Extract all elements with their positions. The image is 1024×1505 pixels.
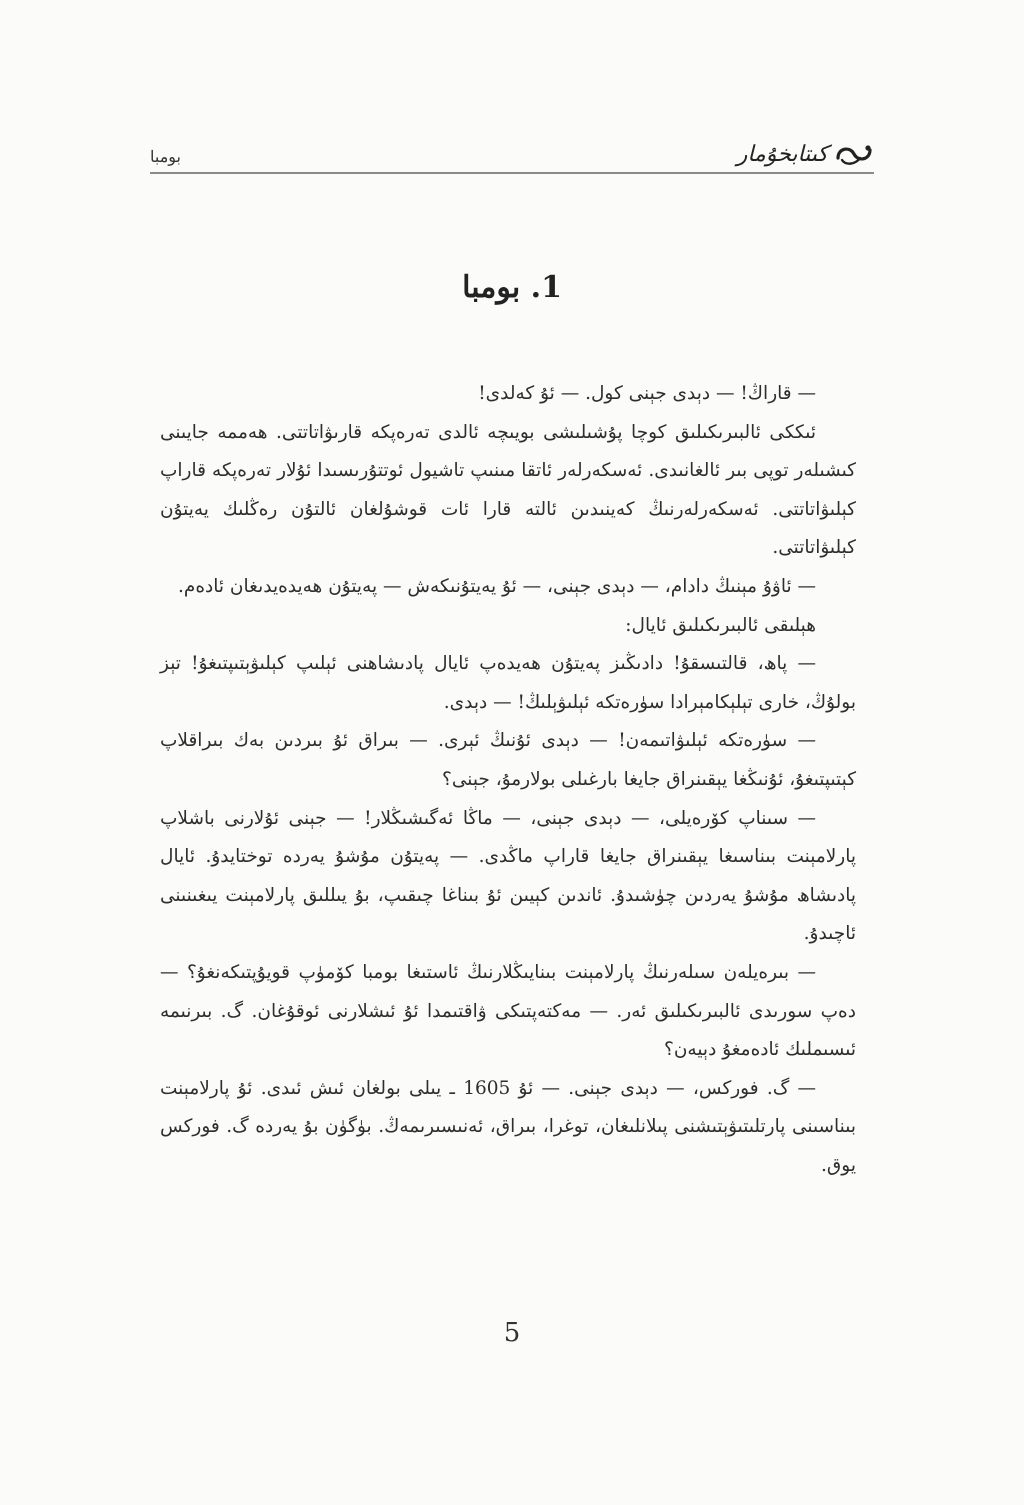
page-header: [150, 120, 874, 174]
paragraph: ھېلىقى ئالبىرىكىلىق ئايال:: [625, 614, 816, 636]
paragraph: — سۈرەتكە ئېلىۋاتىمەن! — دېدى ئۇنىڭ ئېرى. — بىراق ئۇ بىردىن بەك بىراقلاپ كېتىپتىغۇ، ئۇنىڭغا يېقىنراق جايغا بارغىلى بولارمۇ، جېنى؟: [160, 730, 856, 790]
paragraph: — گ. فوركس، — دېدى جېنى. — ئۇ 1605 ـ يىلى بولغان ئىش ئىدى. ئۇ پارلامېنت بىناسىنى پارتلىتىۋېتىشنى پىلانلىغان، توغرا، بىراق، ئەنىسىرىمەڭ. بۈگۈن بۇ يەردە گ. فوركس يوق.: [160, 1077, 856, 1176]
paragraph: — سىناپ كۆرەيلى، — دېدى جېنى، — ماڭا ئەگىشىڭلار! — جېنى ئۇلارنى باشلاپ پارلامېنت بىناسىغا يېقىنراق جايغا قاراپ ماڭدى. — پەيتۇن مۇشۇ يەردە توختايدۇ. ئايال پادىشاھ مۇشۇ يەردىن چۈشىدۇ. ئاندىن كېيىن ئۇ بىناغا چىقىپ، بۇ يىللىق پارلامېنت يىغىنىنى ئاچىدۇ.: [160, 807, 856, 945]
page-number: 5: [503, 1318, 521, 1348]
paragraph: — ئاۋۇ مېنىڭ دادام، — دېدى جېنى، — ئۇ يەيتۇنىكەش — پەيتۇن ھەيدەيدىغان ئادەم.: [178, 575, 816, 597]
running-title: بومبا: [150, 147, 181, 166]
chapter-title: 1. بومبا: [462, 270, 562, 305]
body-text: [160, 375, 856, 1185]
paragraph: — پاھ، قالتىسقۇ! دادىڭىز پەيتۇن ھەيدەپ ئايال پادىشاھنى ئېلىپ كېلىۋېتىپتىغۇ! تېز بولۇڭ، خارى تېلېكامېرادا سۈرەتكە ئېلىۋېلىڭ! — دېدى.: [160, 653, 856, 713]
paragraph: ئىككى ئالبىرىكىلىق كوچا پۇشىلىشى بويىچە ئالدى تەرەپكە قارىۋاتاتتى. ھەممە جايىنى كىشىلەر توپى بىر ئالغانىدى. ئەسكەرلەر ئاتقا مىنىپ تاشيول ئوتتۇرىسىدا ئۇلار تەرەپكە قاراپ كېلىۋاتاتتى. ئەسكەرلەرنىڭ كەينىدىن ئالتە قارا ئات قوشۇلغان ئالتۇن رەڭلىك يەيتۇن كېلىۋاتاتتى.: [160, 421, 856, 559]
brand-name: كىتابخۇمار: [736, 141, 828, 167]
publisher-brand: [737, 140, 874, 168]
paragraph: — قاراڭ! — دېدى جېنى كول. — ئۇ كەلدى!: [478, 383, 816, 404]
paragraph: — بىرەيلەن سىلەرنىڭ پارلامېنت بىنايىڭلارنىڭ ئاستىغا بومبا كۆمۈپ قويۇپتىكەنغۇ؟ — دەپ سورىدى ئالبىرىكىلىق ئەر. — مەكتەپتىكى ۋاقتىمدا ئۇ ئىشلارنى ئوقۇغان. گ. بىرنىمە ئىسىملىك ئادەمغۇ دېيەن؟: [160, 961, 856, 1061]
swirl-logo-icon: [834, 140, 874, 168]
